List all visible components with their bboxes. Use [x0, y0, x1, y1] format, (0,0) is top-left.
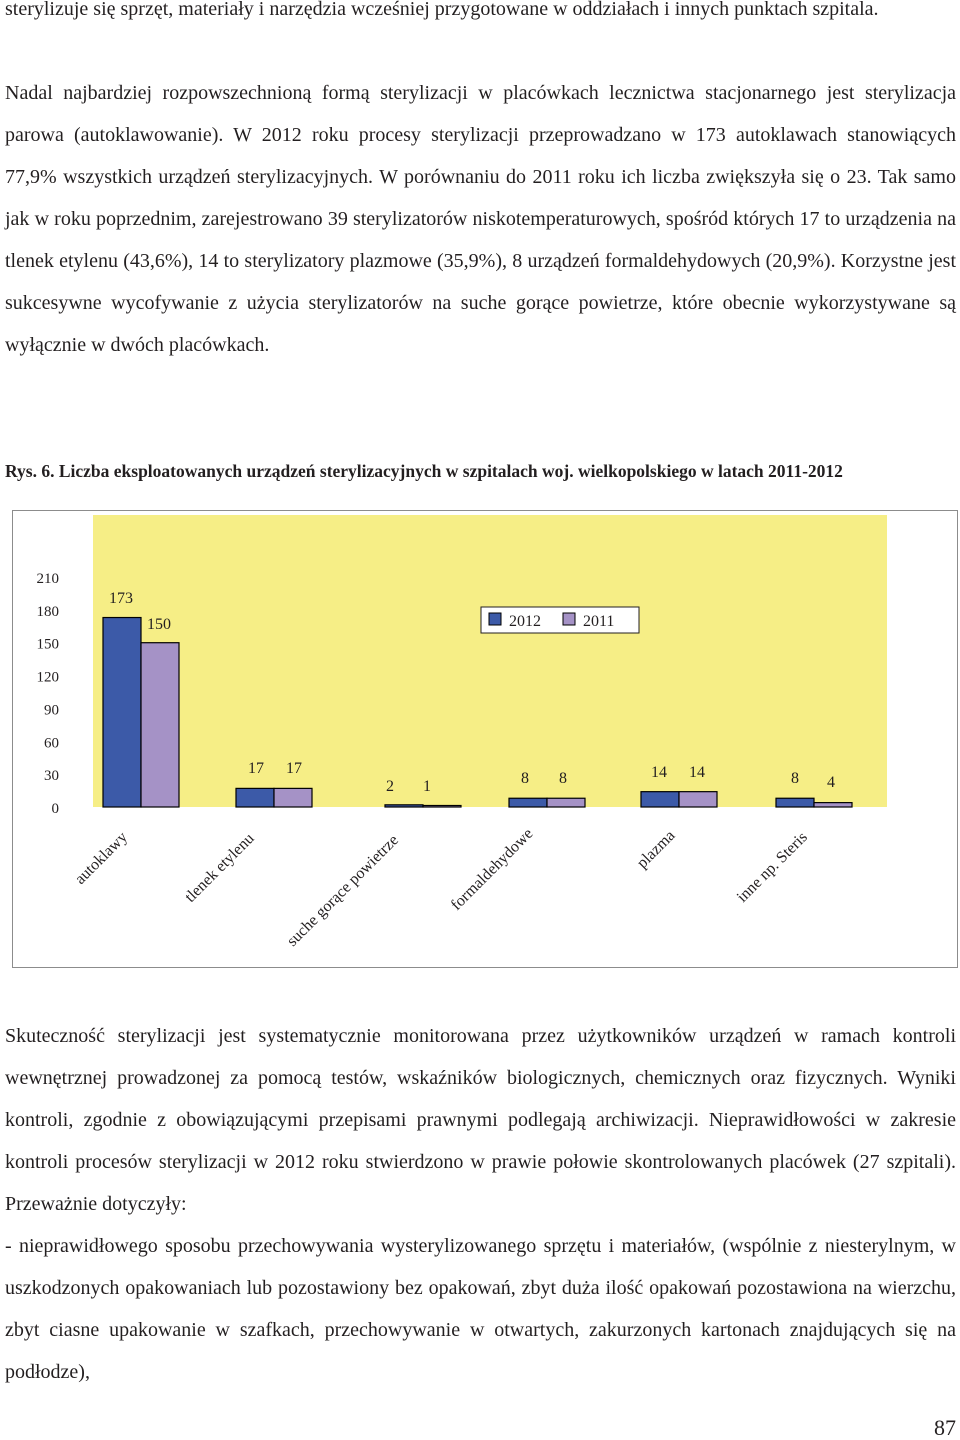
legend-label-2012: 2012: [509, 613, 541, 630]
data-label-2012-3: 8: [521, 770, 529, 787]
data-label-2011-1: 17: [286, 760, 302, 777]
page-number: 87: [934, 1415, 956, 1440]
y-tick-label: 90: [44, 702, 59, 719]
bar-2011-4: [679, 792, 717, 807]
data-label-2011-0: 150: [147, 616, 171, 633]
data-label-2011-5: 4: [827, 774, 835, 791]
y-tick-label: 30: [44, 768, 59, 785]
data-label-2011-4: 14: [689, 764, 705, 781]
paragraph-bullet: - nieprawidłowego sposobu przechowywania wysterylizowanego sprzętu i materiałów, (wspólnie z niesterylnym, w uszkodzonych opakowaniach lub pozostawiony bez opakowań, zbyt duża ilość opakowań pozostawiona na wierzchu, zbyt ciasne upakowanie w szafkach, przechowywanie w otwartych, zakurzonych kartonach znajdujących się na podłodze),: [5, 1235, 956, 1383]
data-label-2012-5: 8: [791, 770, 799, 787]
y-tick-label: 180: [36, 603, 59, 620]
category-label: suche gorące powietrze: [283, 831, 402, 950]
paragraph-after-chart: Skuteczność sterylizacji jest systematycznie monitorowana przez użytkowników urządzeń w ramach kontroli wewnętrznej prowadzonej za pomocą testów, wskaźników biologicznych, chemicznych oraz fizycznych. Wyniki kontroli, zgodnie z obowiązującymi przepisami prawnymi podlegają archiwizacji. Nieprawidłowości w zakresie kontroli procesów sterylizacji w 2012 roku stwierdzono w prawie połowie skontrolowanych placówek (27 szpitali). Przeważnie dotyczyły:: [5, 1025, 956, 1215]
plot-area: [93, 515, 887, 807]
category-label: inne np. Steris: [733, 828, 811, 906]
data-label-2012-0: 173: [109, 590, 133, 607]
bar-2012-3: [509, 798, 547, 807]
category-label: tlenek etylenu: [181, 830, 258, 906]
bar-2012-0: [103, 618, 141, 807]
data-label-2012-2: 2: [386, 778, 394, 795]
legend-swatch-2012: [489, 613, 501, 625]
bar-2011-0: [141, 643, 179, 807]
category-label: autoklawy: [71, 828, 131, 888]
bar-2011-3: [547, 798, 585, 807]
category-label: formaldehydowe: [447, 825, 537, 914]
data-label-2011-2: 1: [423, 778, 431, 795]
legend-swatch-2011: [563, 613, 575, 625]
paragraph-main: Nadal najbardziej rozpowszechnioną formą sterylizacji w placówkach lecznictwa stacjonarnego jest sterylizacja parowa (autoklawowanie). W 2012 roku procesy sterylizacji przeprowadzano w 173 autoklawach stanowiących 77,9% wszystkich urządzeń sterylizacyjnych. W porównaniu do 2011 roku ich liczba zwiększyła się o 23. Tak samo jak w roku poprzednim, zarejestrowano 39 sterylizatorów niskotemperaturowych, spośród których 17 to urządzenia na tlenek etylenu (43,6%), 14 to sterylizatory plazmowe (35,9%), 8 urządzeń formaldehydowych (20,9%). Korzystne jest sukcesywne wycofywanie z użycia sterylizatorów na suche gorące powietrze, które obecnie wykorzystywane są wyłącznie w dwóch placówkach.: [5, 82, 956, 356]
bar-2012-4: [641, 792, 679, 807]
legend-label-2011: 2011: [583, 613, 615, 630]
data-label-2011-3: 8: [559, 770, 567, 787]
data-label-2012-1: 17: [248, 760, 264, 777]
y-tick-label: 0: [51, 801, 59, 817]
bar-chart: [13, 511, 957, 967]
category-label: plazma: [633, 827, 679, 872]
bar-2011-5: [814, 803, 852, 807]
data-label-2012-4: 14: [651, 764, 667, 781]
bar-2012-5: [776, 798, 814, 807]
y-tick-label: 60: [44, 735, 59, 752]
chart-legend: [481, 607, 639, 633]
figure-caption: Rys. 6. Liczba eksploatowanych urządzeń sterylizacyjnych w szpitalach woj. wielkopolskiego w latach 2011-2012: [5, 461, 843, 481]
chart-container: [12, 510, 958, 968]
bar-2012-2: [385, 805, 423, 807]
bar-2011-1: [274, 788, 312, 807]
y-tick-label: 210: [36, 571, 59, 587]
bar-2011-2: [423, 806, 461, 808]
bar-2012-1: [236, 788, 274, 807]
paragraph-intro: sterylizuje się sprzęt, materiały i narzędzia wcześniej przygotowane w oddziałach i innych punktach szpitala.: [5, 0, 879, 20]
y-tick-label: 120: [36, 669, 59, 686]
y-tick-label: 150: [36, 636, 59, 653]
